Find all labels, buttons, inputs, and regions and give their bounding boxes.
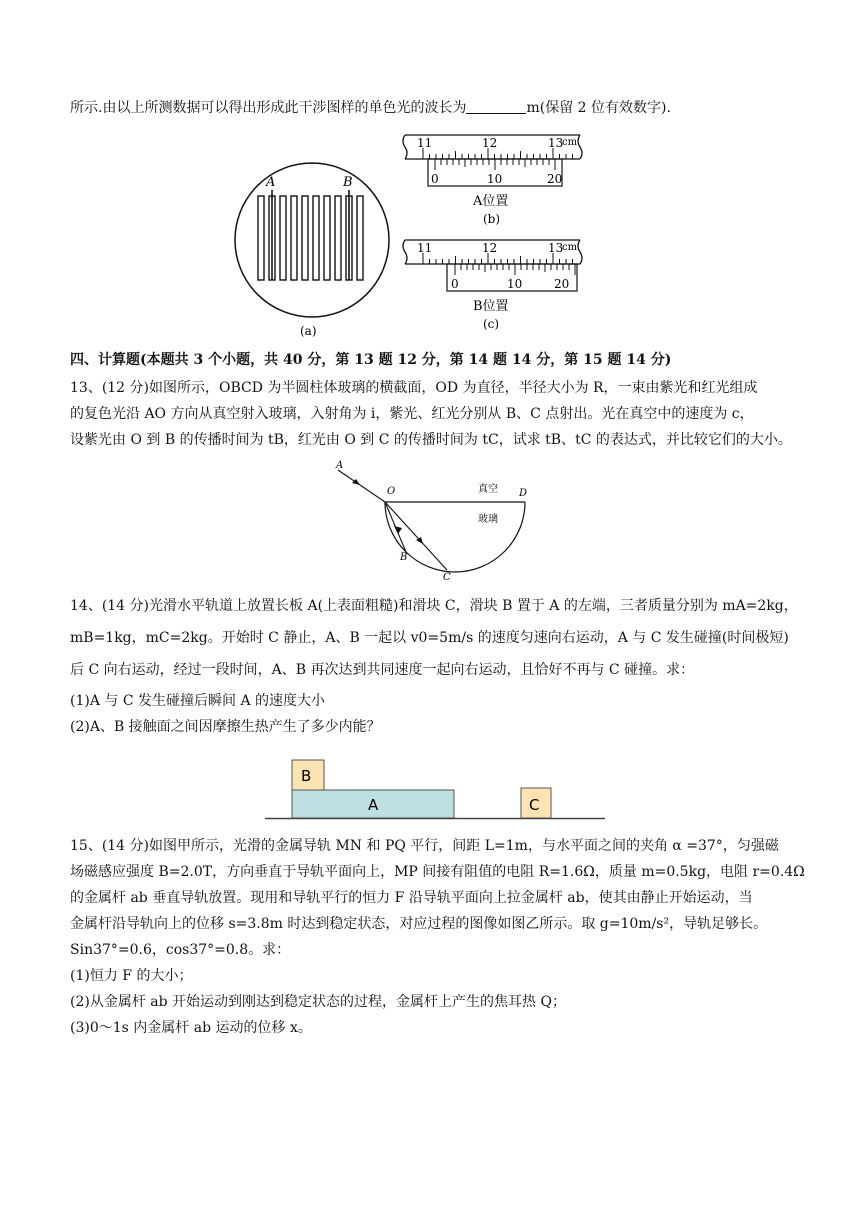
main-tick-11-c: 11: [417, 241, 433, 255]
position-a-label: A位置: [473, 194, 509, 209]
vernier-tick-10-c: 10: [507, 277, 523, 291]
main-tick-12: 12: [482, 136, 498, 150]
unit-label-c: cm: [562, 242, 578, 253]
interference-figure: [230, 160, 400, 340]
vernier-tick-10: 10: [487, 172, 503, 186]
q15-sub-2: (2)从金属杆 ab 开始运动到刚达到稳定状态的过程，金属杆上产生的焦耳热 Q；: [70, 994, 566, 1010]
fringe-bars: [258, 196, 363, 280]
vacuum-label: 真空: [478, 484, 498, 495]
vernier-scale-c: [395, 235, 595, 335]
q12-answer-line: [70, 98, 671, 118]
main-tick-13: 13: [548, 136, 564, 150]
vernier-scale-b: [395, 130, 595, 230]
q15-line-4: 金属杆沿导轨向上的位移 s=3.8m 时达到稳定状态，对应过程的图像如图乙所示。取 g=10m/s²，导轨足够长。: [70, 916, 768, 932]
q15-line-5: Sin37°=0.6，cos37°=0.8。求：: [70, 942, 291, 958]
caption-b: (b): [483, 212, 501, 226]
q14-line-3: 后 C 向右运动，经过一段时间，A、B 再次达到共同速度一起向右运动，且恰好不再与 C 碰撞。求：: [70, 662, 695, 678]
q15-line-3: 的金属杆 ab 垂直导轨放置。现用和导轨平行的恒力 F 沿导轨平面向上拉金属杆 ab，使其由静止开始运动，当: [70, 890, 753, 906]
q13-line-3: 设紫光由 O 到 B 的传播时间为 tB，红光由 O 到 C 的传播时间为 tC，试求 tB、tC 的表达式，并比较它们的大小。: [70, 432, 792, 448]
vernier-tick-20-c: 20: [554, 277, 570, 291]
q12-text-a: 所示.由以上所测数据可以得出形成此干涉图样的单色光的波长为: [70, 100, 467, 116]
q12-text-b: m(保留 2 位有效数字).: [526, 100, 671, 116]
main-tick-11: 11: [417, 136, 433, 150]
main-tick-13-c: 13: [548, 241, 564, 255]
vernier-tick-0: 0: [431, 172, 439, 186]
q14-line-2: mB=1kg，mC=2kg。开始时 C 静止，A、B 一起以 v0=5m/s 的速度匀速向右运动，A 与 C 发生碰撞(时间极短): [70, 630, 789, 646]
q14-blocks-figure: [265, 755, 605, 825]
q14-sub-1: (1)A 与 C 发生碰撞后瞬间 A 的速度大小: [70, 693, 326, 709]
q15-sub-1: (1)恒力 F 的大小；: [70, 968, 193, 984]
vernier-tick-20: 20: [547, 172, 563, 186]
block-b-label: B: [301, 767, 312, 785]
answer-blank[interactable]: [466, 99, 526, 114]
point-a-label: A: [336, 460, 344, 471]
unit-label: cm: [562, 137, 578, 148]
point-b-label: B: [400, 552, 408, 563]
point-d-label: D: [519, 488, 528, 499]
q15-line-1: 15、(14 分)如图甲所示，光滑的金属导轨 MN 和 PQ 平行，间距 L=1m，与水平面之间的夹角 α =37°，匀强磁: [70, 838, 779, 854]
q15-line-2: 场磁感应强度 B=2.0T，方向垂直于导轨平面向上，MP 间接有阻值的电阻 R=1.6Ω，质量 m=0.5kg，电阻 r=0.4Ω: [70, 864, 805, 880]
q14-line-1: 14、(14 分)光滑水平轨道上放置长板 A(上表面粗糙)和滑块 C，滑块 B 置于 A 的左端，三者质量分别为 mA=2kg，: [70, 598, 798, 614]
q13-semicircle-figure: [330, 458, 540, 583]
block-c-label: C: [529, 796, 540, 814]
caption-c: (c): [483, 317, 500, 331]
vernier-tick-0-c: 0: [451, 277, 459, 291]
q13-line-2: 的复色光沿 AO 方向从真空射入玻璃，入射角为 i，紫光、红光分别从 B、C 点射出。光在真空中的速度为 c，: [70, 406, 754, 422]
q15-sub-3: (3)0～1s 内金属杆 ab 运动的位移 x。: [70, 1020, 312, 1036]
glass-label: 玻璃: [478, 514, 498, 525]
label-b: B: [343, 175, 353, 190]
point-o-label: O: [387, 486, 396, 497]
main-tick-12-c: 12: [482, 241, 498, 255]
q14-sub-2: (2)A、B 接触面之间因摩擦生热产生了多少内能？: [70, 719, 381, 735]
q13-line-1: 13、(12 分)如图所示，OBCD 为半圆柱体玻璃的横截面，OD 为直径，半径大小为 R，一束由紫光和红光组成: [70, 380, 758, 396]
caption-a: (a): [300, 324, 317, 338]
position-b-label: B位置: [473, 299, 509, 314]
section-4-heading: 四、计算题(本题共 3 个小题，共 40 分，第 13 题 12 分，第 14 题 14 分，第 15 题 14 分): [70, 352, 672, 368]
point-c-label: C: [443, 572, 451, 583]
label-a: A: [266, 175, 276, 190]
board-a-label: A: [368, 796, 379, 814]
